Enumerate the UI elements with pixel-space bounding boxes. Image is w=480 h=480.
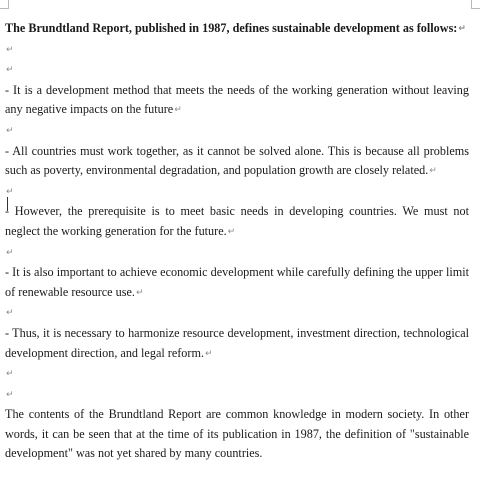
paragraph[interactable] <box>5 142 469 182</box>
paragraph[interactable] <box>5 202 469 242</box>
paragraph[interactable] <box>5 263 469 303</box>
paragraph-text: - It is also important to achieve economic development while carefully defining the upper limit of renewable resource use. <box>5 265 469 299</box>
paragraph-text: The contents of the Brundtland Report are common knowledge in modern society. In other words, it can be seen that at the time of its publication in 1987, the definition of "sustainable development" was not yet shared by many countries. <box>5 407 469 461</box>
paragraph-text: The Brundtland Report, published in 1987, defines sustainable development as follows: <box>5 21 458 35</box>
empty-paragraph[interactable] <box>5 182 469 203</box>
paragraph[interactable] <box>5 81 469 121</box>
paragraph-mark-icon: ↵ <box>6 369 14 380</box>
paragraph-mark-icon: ↵ <box>458 24 466 34</box>
paragraph-mark-icon: ↵ <box>205 348 213 359</box>
paragraph-text: - Thus, it is necessary to harmonize resource development, investment direction, technological development direction, and legal reform. <box>5 325 469 360</box>
paragraph-mark-icon: ↵ <box>429 166 437 177</box>
empty-paragraph[interactable] <box>5 385 469 406</box>
paragraph-mark-icon: ↵ <box>135 287 144 298</box>
paragraph-mark-icon: ↵ <box>227 226 236 237</box>
page-corner-mark-left <box>0 0 9 9</box>
empty-paragraph[interactable] <box>5 303 469 324</box>
empty-paragraph[interactable] <box>5 40 469 61</box>
empty-paragraph[interactable] <box>5 243 469 264</box>
paragraph-mark-icon: ↵ <box>6 125 14 136</box>
paragraph-mark-icon: ↵ <box>6 247 14 258</box>
paragraph-text: - However, the prerequisite is to meet basic needs in developing countries. We must not neglect the working generation for the future. <box>5 204 469 238</box>
paragraph-mark-icon: ↵ <box>6 308 14 319</box>
empty-paragraph[interactable] <box>5 60 469 81</box>
paragraph-mark-icon: ↵ <box>6 186 14 197</box>
empty-paragraph[interactable] <box>5 121 469 142</box>
document-body[interactable] <box>5 19 469 464</box>
paragraph-mark-icon: ↵ <box>174 105 182 116</box>
paragraph-mark-icon: ↵ <box>6 44 14 55</box>
page-corner-mark-right <box>471 0 480 9</box>
paragraph-mark-icon: ↵ <box>6 65 14 76</box>
paragraph[interactable] <box>5 324 469 364</box>
paragraph-mark-icon: ↵ <box>6 389 14 400</box>
empty-paragraph[interactable] <box>5 364 469 385</box>
paragraph-text: - All countries must work together, as it cannot be solved alone. This is because all problems such as poverty, environmental degradation, and population growth are closely related. <box>5 143 469 178</box>
paragraph[interactable] <box>5 19 469 40</box>
paragraph[interactable] <box>5 405 469 464</box>
paragraph-text: - It is a development method that meets the needs of the working generation without leaving any negative impacts on the future <box>5 82 469 117</box>
